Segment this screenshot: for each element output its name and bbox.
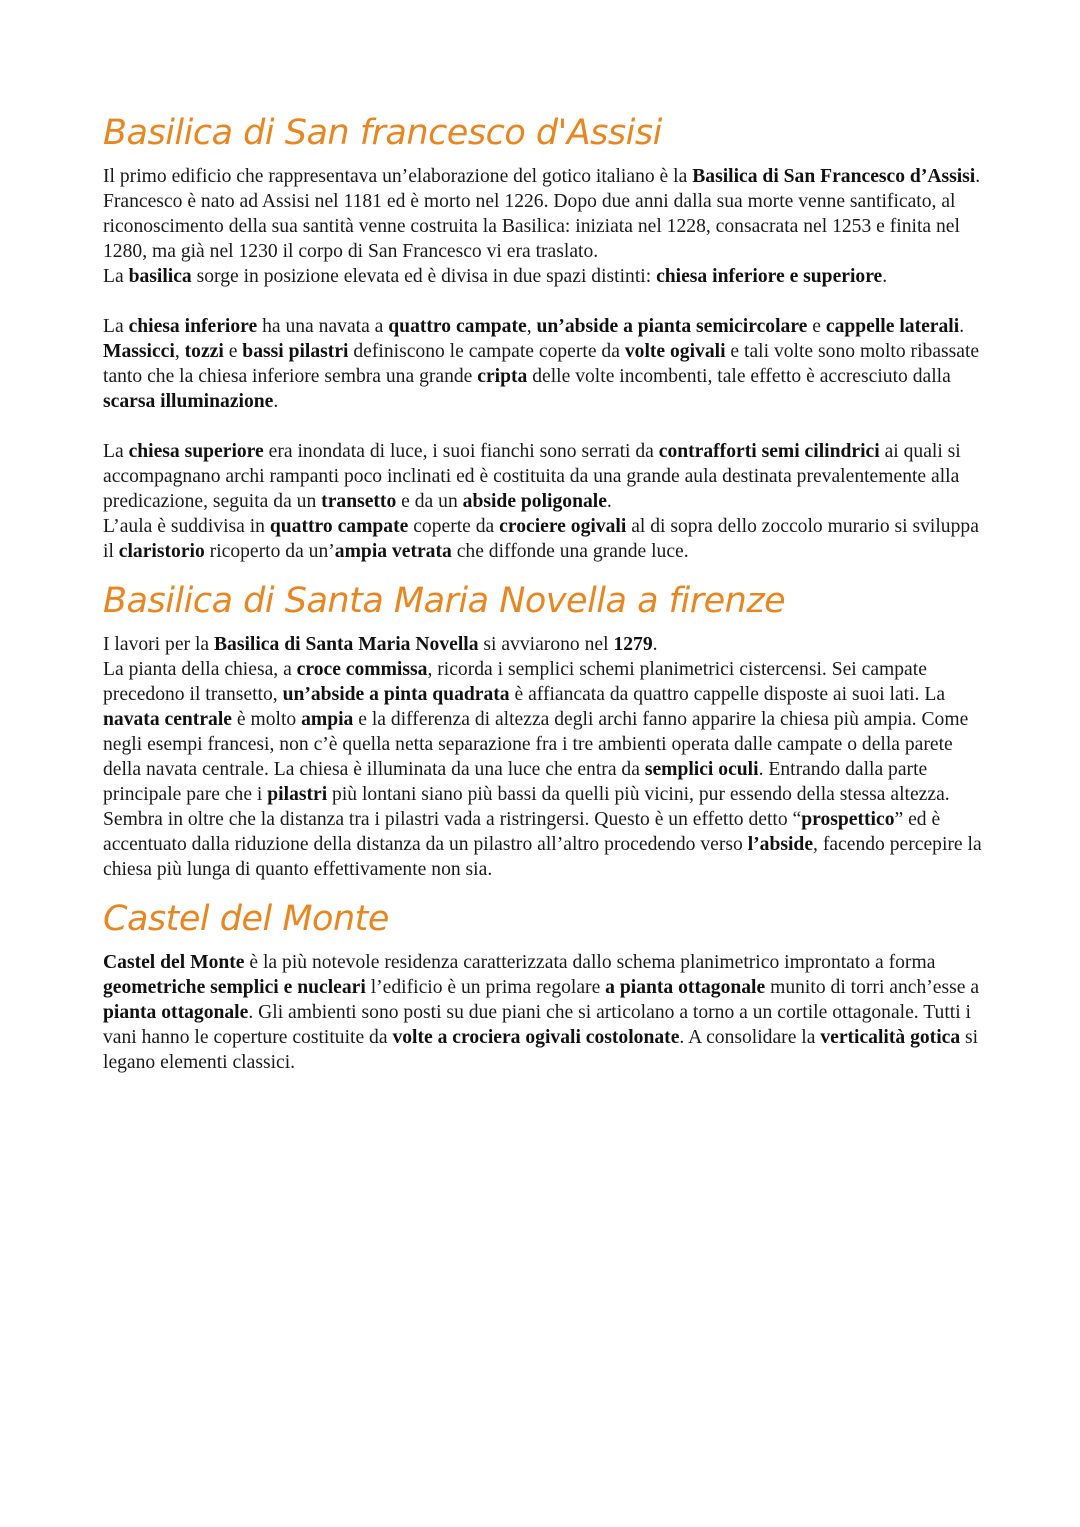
text-run: ” ed è accentuato dalla riduzione della distanza da un pilastro all’altro procedendo verso (103, 809, 941, 855)
bold-text: pilastri (267, 784, 328, 805)
bold-text: un’abside a pinta quadrata (282, 684, 510, 705)
body-paragraph (103, 632, 983, 657)
bold-text: semplici oculi (644, 759, 759, 780)
text-run: al di sopra dello zoccolo murario si sviluppa il (103, 516, 979, 562)
text-run: e (223, 341, 243, 362)
text-run: l’edificio è un prima regolare (365, 977, 606, 998)
text-run: munito di torri anch’esse a (765, 977, 980, 998)
body-paragraph (103, 657, 983, 882)
section (103, 564, 983, 882)
text-run: coperte da (408, 516, 500, 537)
text-run: . A consolidare la (679, 1027, 821, 1048)
body-paragraph (103, 164, 983, 189)
paragraph-spacer (103, 414, 983, 439)
text-run: ricoperto da un’ (204, 541, 335, 562)
bold-text: navata centrale (103, 709, 232, 730)
section-spacer (103, 882, 983, 894)
bold-text: Basilica di Santa Maria Novella (213, 634, 479, 655)
bold-text: croce commissa (296, 659, 428, 680)
text-run: è la più notevole residenza caratterizzata dallo schema planimetrico improntato a forma (244, 952, 936, 973)
bold-text: Massicci (103, 341, 175, 362)
bold-text: pianta ottagonale (103, 1002, 249, 1023)
text-run: . (273, 391, 279, 412)
section-heading: Castel del Monte (103, 899, 389, 939)
bold-text: claristorio (118, 541, 205, 562)
text-run: I lavori per la (103, 634, 214, 655)
bold-text: l’abside (747, 834, 814, 855)
text-run: , facendo percepire la chiesa più lunga di quanto effettivamente non sia. (103, 834, 982, 880)
text-run: si avviarono nel (478, 634, 614, 655)
text-run: . Entrando dalla parte principale pare che i (103, 759, 928, 805)
bold-text: 1279 (613, 634, 653, 655)
body-paragraph (103, 950, 983, 1075)
text-run: che diffonde una grande luce. (451, 541, 689, 562)
text-run: ha una navata a (257, 316, 389, 337)
bold-text: crociere ogivali (499, 516, 627, 537)
body-paragraph (103, 514, 983, 564)
text-run: La (103, 316, 129, 337)
text-run: definiscono le campate coperte da (348, 341, 625, 362)
bold-text: Basilica di San Francesco d’Assisi (692, 166, 976, 187)
text-run: . (959, 316, 965, 337)
bold-text: geometriche semplici e nucleari (103, 977, 366, 998)
text-run: e da un (396, 491, 463, 512)
bold-text: verticalità gotica (820, 1027, 961, 1048)
bold-text: scarsa illuminazione (103, 391, 274, 412)
section (103, 882, 983, 1075)
text-run: L’aula è suddivisa in (103, 516, 270, 537)
bold-text: volte ogivali (624, 341, 726, 362)
bold-text: cripta (477, 366, 528, 387)
text-run: si legano elementi classici. (103, 1027, 979, 1073)
section-heading: Basilica di Santa Maria Novella a firenze (103, 581, 786, 621)
text-run: e tali volte sono molto ribassate tanto che la chiesa inferiore sembra una grande (103, 341, 980, 387)
text-run: . (652, 634, 658, 655)
text-run: sorge in posizione elevata ed è divisa in due spazi distinti: (191, 266, 657, 287)
body-paragraph (103, 314, 983, 414)
text-run: era inondata di luce, i suoi fianchi sono serrati da (263, 441, 659, 462)
bold-text: volte a crociera ogivali costolonate (392, 1027, 680, 1048)
bold-text: bassi pilastri (242, 341, 349, 362)
text-run: , (526, 316, 537, 337)
bold-text: quattro campate (269, 516, 409, 537)
bold-text: basilica (128, 266, 192, 287)
bold-text: cappelle laterali (825, 316, 960, 337)
bold-text: chiesa inferiore (128, 316, 258, 337)
section-spacer (103, 564, 983, 576)
bold-text: chiesa inferiore e superiore (656, 266, 883, 287)
body-paragraph (103, 264, 983, 289)
section (103, 108, 983, 564)
text-run: e la differenza di altezza degli archi fanno apparire la chiesa più ampia. Come negli esempi francesi, non c’è quella netta separazione fra i tre ambienti operata dalle campate o della parete della navata centrale. La chiesa è illuminata da una luce che entra da (103, 709, 969, 780)
bold-text: transetto (321, 491, 397, 512)
text-run: . (882, 266, 888, 287)
section-heading: Basilica di San francesco d'Assisi (103, 113, 662, 153)
text-run: è molto (231, 709, 302, 730)
body-paragraph (103, 189, 983, 264)
text-run: è affiancata da quattro cappelle disposte ai suoi lati. La (509, 684, 946, 705)
text-run: . Gli ambienti sono posti su due piani che si articolano a torno a un cortile ottagonale. Tutti i vani hanno le coperture costituite da (103, 1002, 972, 1048)
text-run: Francesco è nato ad Assisi nel 1181 ed è morto nel 1226. Dopo due anni dalla sua morte venne santificato, al riconoscimento della sua santità venne costruita la Basilica: iniziata nel 1228, consacrata nel 1253 e finita nel 1280, ma già nel 1230 il corpo di San Francesco vi era traslato. (103, 191, 960, 262)
bold-text: a pianta ottagonale (605, 977, 766, 998)
bold-text: ampia vetrata (334, 541, 452, 562)
text-run: delle volte incombenti, tale effetto è accresciuto dalla (527, 366, 951, 387)
text-run: più lontani siano più bassi da quelli più vicini, pur essendo della stessa altezza. Sembra in oltre che la distanza tra i pilastri vada a ristringersi. Questo è un effetto detto “ (103, 784, 950, 830)
text-run: La pianta della chiesa, a (103, 659, 297, 680)
text-run: La (103, 266, 129, 287)
text-run: , (174, 341, 185, 362)
bold-text: tozzi (184, 341, 224, 362)
document-page (103, 108, 983, 1075)
bold-text: quattro campate (388, 316, 527, 337)
text-run: e (807, 316, 826, 337)
text-run: ai quali si accompagnano archi rampanti poco inclinati ed è costituita da una grande aula destinata prevalentemente alla predicazione, seguita da un (103, 441, 961, 512)
bold-text: chiesa superiore (128, 441, 264, 462)
text-run: . (606, 491, 612, 512)
bold-text: abside poligonale (462, 491, 607, 512)
text-run: La (103, 441, 129, 462)
bold-text: ampia (301, 709, 354, 730)
text-run: Il primo edificio che rappresentava un’elaborazione del gotico italiano è la (103, 166, 693, 187)
body-paragraph (103, 439, 983, 514)
text-run: , ricorda i semplici schemi planimetrici cistercensi. Sei campate precedono il transetto, (103, 659, 927, 705)
bold-text: prospettico (801, 809, 895, 830)
bold-text: Castel del Monte (103, 952, 245, 973)
paragraph-spacer (103, 289, 983, 314)
text-run: . (975, 166, 981, 187)
bold-text: un’abside a pianta semicircolare (536, 316, 808, 337)
bold-text: contrafforti semi cilindrici (658, 441, 880, 462)
